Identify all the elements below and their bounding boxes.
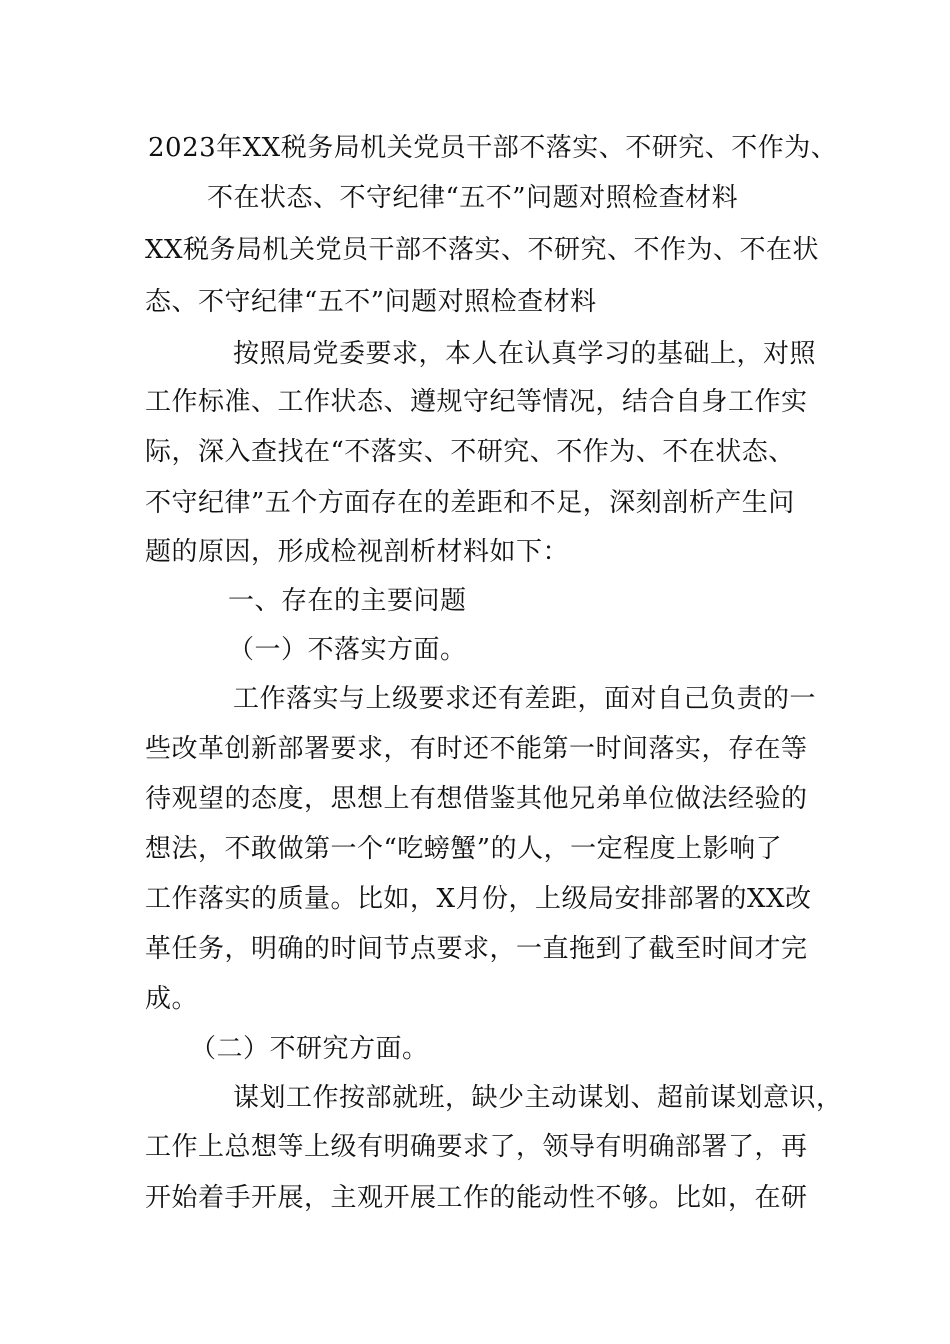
subsection-1-line-6: 革任务，明确的时间节点要求，一直拖到了截至时间才完 bbox=[145, 934, 808, 964]
intro-paragraph-line-1: 按照局党委要求，本人在认真学习的基础上，对照 bbox=[233, 339, 817, 369]
subsection-2-line-1: 谋划工作按部就班，缺少主动谋划、超前谋划意识， bbox=[233, 1083, 843, 1113]
document-title-line-2: 不在状态、不守纪律“五不”问题对照检查材料 bbox=[207, 183, 739, 213]
intro-paragraph-line-3: 际，深入查找在“不落实、不研究、不作为、不在状态、 bbox=[145, 437, 795, 467]
subsection-1-line-2: 些改革创新部署要求，有时还不能第一时间落实，存在等 bbox=[145, 734, 808, 764]
subsection-heading-1: （一）不落实方面。 bbox=[228, 635, 467, 665]
subtitle-line-1: XX税务局机关党员干部不落实、不研究、不作为、不在状 bbox=[145, 235, 820, 265]
intro-paragraph-line-5: 题的原因，形成检视剖析材料如下： bbox=[145, 537, 570, 567]
subsection-2-line-3: 开始着手开展，主观开展工作的能动性不够。比如，在研 bbox=[145, 1183, 808, 1213]
subsection-1-line-3: 待观望的态度，思想上有想借鉴其他兄弟单位做法经验的 bbox=[145, 784, 808, 814]
subsection-2-line-2: 工作上总想等上级有明确要求了，领导有明确部署了，再 bbox=[145, 1132, 808, 1162]
intro-paragraph-line-4: 不守纪律”五个方面存在的差距和不足，深刻剖析产生问 bbox=[145, 488, 795, 518]
subsection-heading-2: （二）不研究方面。 bbox=[190, 1034, 429, 1064]
section-heading-main-problems: 一、存在的主要问题 bbox=[228, 586, 467, 616]
subsection-1-line-5: 工作落实的质量。比如，X月份，上级局安排部署的XX改 bbox=[145, 884, 812, 914]
intro-paragraph-line-2: 工作标准、工作状态、遵规守纪等情况，结合自身工作实 bbox=[145, 387, 808, 417]
subsection-1-line-1: 工作落实与上级要求还有差距，面对自己负责的一 bbox=[233, 684, 817, 714]
subsection-1-line-7: 成。 bbox=[145, 984, 199, 1014]
subtitle-line-2: 态、不守纪律“五不”问题对照检查材料 bbox=[145, 287, 597, 317]
subsection-1-line-4: 想法，不敢做第一个“吃螃蟹”的人，一定程度上影响了 bbox=[145, 834, 783, 864]
document-title-line-1: 2023年XX税务局机关党员干部不落实、不研究、不作为、 bbox=[148, 133, 838, 163]
